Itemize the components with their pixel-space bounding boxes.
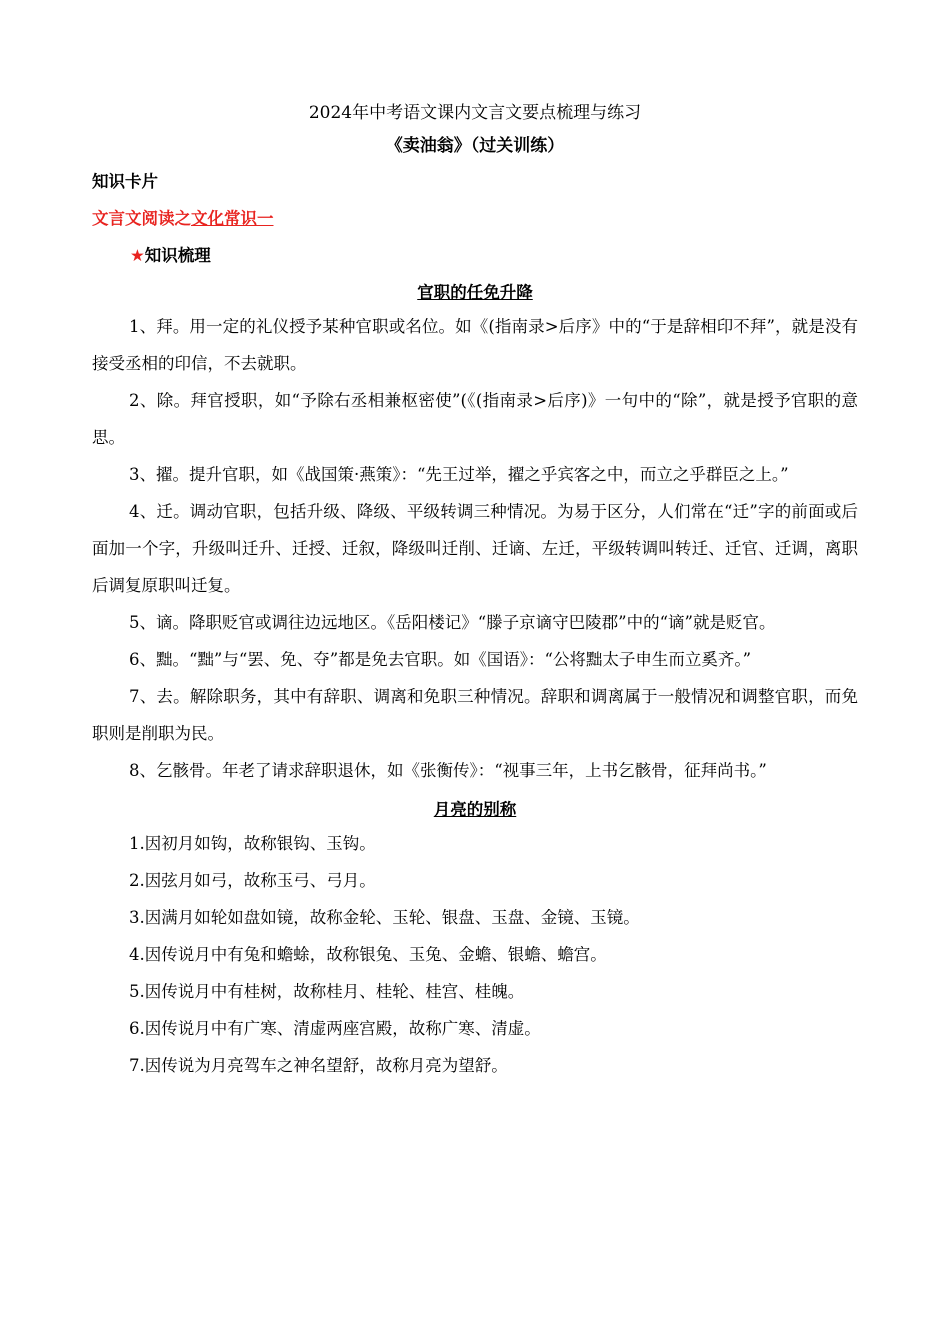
culture-heading-part2: 文化常识一 — [191, 209, 274, 228]
paragraph: 5、谪。降职贬官或调往边远地区。《岳阳楼记》“滕子京谪守巴陵郡”中的“谪”就是贬官。 — [129, 613, 776, 632]
list-item: 5.因传说月中有桂树，故称桂月、桂轮、桂宫、桂魄。 — [129, 982, 525, 1001]
section-title-official-posts: 官职的任免升降 — [417, 283, 533, 302]
paragraph: 1、拜。用一定的礼仪授予某种官职或名位。如《(指南录>后序》中的“于是辞相印不拜”，就是没有接受丞相的印信，不去就职。 — [92, 317, 858, 373]
culture-heading — [92, 208, 858, 230]
list-item: 2.因弦月如弓，故称玉弓、弓月。 — [129, 871, 376, 890]
section-title-moon-names: 月亮的别称 — [433, 800, 517, 819]
list-item: 7.因传说为月亮驾车之神名望舒，故称月亮为望舒。 — [129, 1056, 508, 1075]
knowledge-sort-label: 知识梳理 — [144, 246, 211, 265]
document-title: 2024年中考语文课内文言文要点梳理与练习 — [308, 103, 642, 123]
knowledge-sort-heading — [130, 245, 858, 267]
paragraph: 2、除。拜官授职，如“予除右丞相兼枢密使”(《(指南录>后序)》一句中的“除”，就是授予官职的意思。 — [92, 391, 858, 447]
knowledge-card-label: 知识卡片 — [92, 172, 158, 191]
list-item: 3.因满月如轮如盘如镜，故称金轮、玉轮、银盘、玉盘、金镜、玉镜。 — [129, 908, 640, 927]
document-page — [92, 96, 858, 1084]
paragraph: 7、去。解除职务，其中有辞职、调离和免职三种情况。辞职和调离属于一般情况和调整官职，而免职则是削职为民。 — [92, 687, 858, 743]
moon-names-list — [92, 825, 858, 1084]
paragraph: 8、乞骸骨。年老了请求辞职退休，如《张衡传》：“视事三年，上书乞骸骨，征拜尚书。” — [129, 761, 767, 780]
official-posts-section — [92, 308, 858, 789]
paragraph: 4、迁。调动官职，包括升级、降级、平级转调三种情况。为易于区分，人们常在“迁”字的前面或后面加一个字，升级叫迁升、迁授、迁叙，降级叫迁削、迁谪、左迁，平级转调叫转迁、迁官、迁调，离职后调复原职叫迁复。 — [92, 502, 858, 595]
list-item: 4.因传说月中有兔和蟾蜍，故称银兔、玉兔、金蟾、银蟾、蟾宫。 — [129, 945, 607, 964]
paragraph: 6、黜。“黜”与“罢、免、夺”都是免去官职。如《国语》：“公将黜太子申生而立奚齐。” — [129, 650, 752, 669]
list-item: 1.因初月如钩，故称银钩、玉钩。 — [129, 834, 376, 853]
document-subtitle: 《卖油翁》（过关训练） — [385, 136, 565, 156]
paragraph: 3、擢。提升官职，如《战国策·燕策》：“先王过举，擢之乎宾客之中，而立之乎群臣之上。” — [129, 465, 789, 484]
list-item: 6.因传说月中有广寒、清虚两座宫殿，故称广寒、清虚。 — [129, 1019, 541, 1038]
culture-heading-part1: 文言文阅读之 — [92, 209, 191, 228]
star-icon: ★ — [130, 246, 145, 265]
